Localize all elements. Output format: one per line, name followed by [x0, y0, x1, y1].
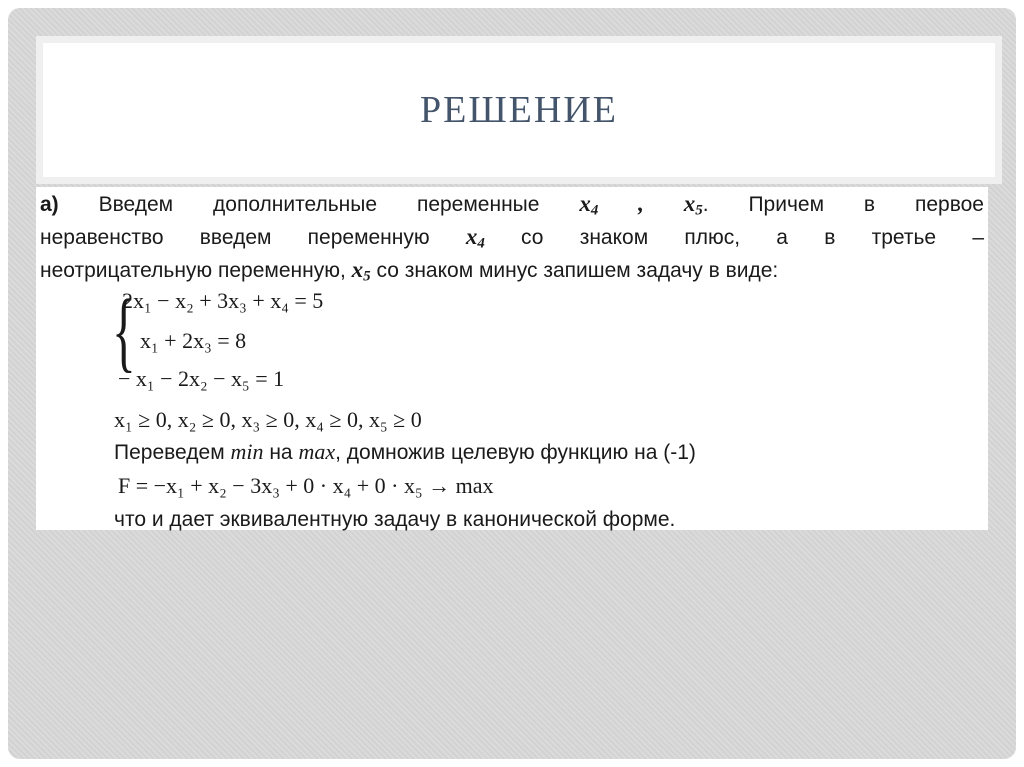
var-x4-second: $x_4$ — [465, 224, 485, 252]
equation-3: − x₁ − 2x₂ − x₅ = 1 — [118, 366, 285, 391]
content-image-box — [36, 187, 988, 530]
min-word: min — [230, 439, 264, 464]
equation-1: 2x₁ − x₂ + 3x₃ + x₄ = 5 — [122, 288, 324, 313]
equation-2: x₁ + 2x₃ = 8 — [140, 328, 247, 353]
conclusion-text: что и дает эквивалентную задачу в канонической форме. — [114, 508, 676, 531]
objective-function: F = −x₁ + x₂ − 3x₃ + 0 · x₄ + 0 · x₅ → max — [118, 473, 494, 498]
line1-text: Введем дополнительные переменные — [58, 193, 580, 216]
slide-title: РЕШЕНИЕ — [420, 89, 618, 131]
min-to-max-sentence: Переведем min на max, домножив целевую функцию на (-1) — [114, 439, 696, 464]
max-word: max — [298, 439, 336, 464]
line1-tail: . Причем в первое — [702, 193, 984, 216]
var-x5-second: $x_5$ — [351, 257, 371, 285]
system-brace: { — [112, 282, 136, 381]
var-x4: $x_4$ — [579, 191, 599, 219]
nonnegativity-constraints: x₁ ≥ 0, x₂ ≥ 0, x₃ ≥ 0, x₄ ≥ 0, x₅ ≥ 0 — [114, 407, 422, 432]
title-box — [36, 36, 1002, 184]
line2-tail: со знаком плюс, а в третье – — [484, 226, 984, 249]
line3-text: неотрицательную переменную, — [40, 259, 352, 282]
var-separator: , — [598, 191, 684, 216]
var-x5: $x_5$ — [683, 191, 703, 219]
line2-text: неравенство введем переменную — [40, 226, 466, 249]
line3-tail: со знаком минус запишем задачу в виде: — [370, 259, 779, 282]
item-label: а) — [40, 193, 59, 216]
